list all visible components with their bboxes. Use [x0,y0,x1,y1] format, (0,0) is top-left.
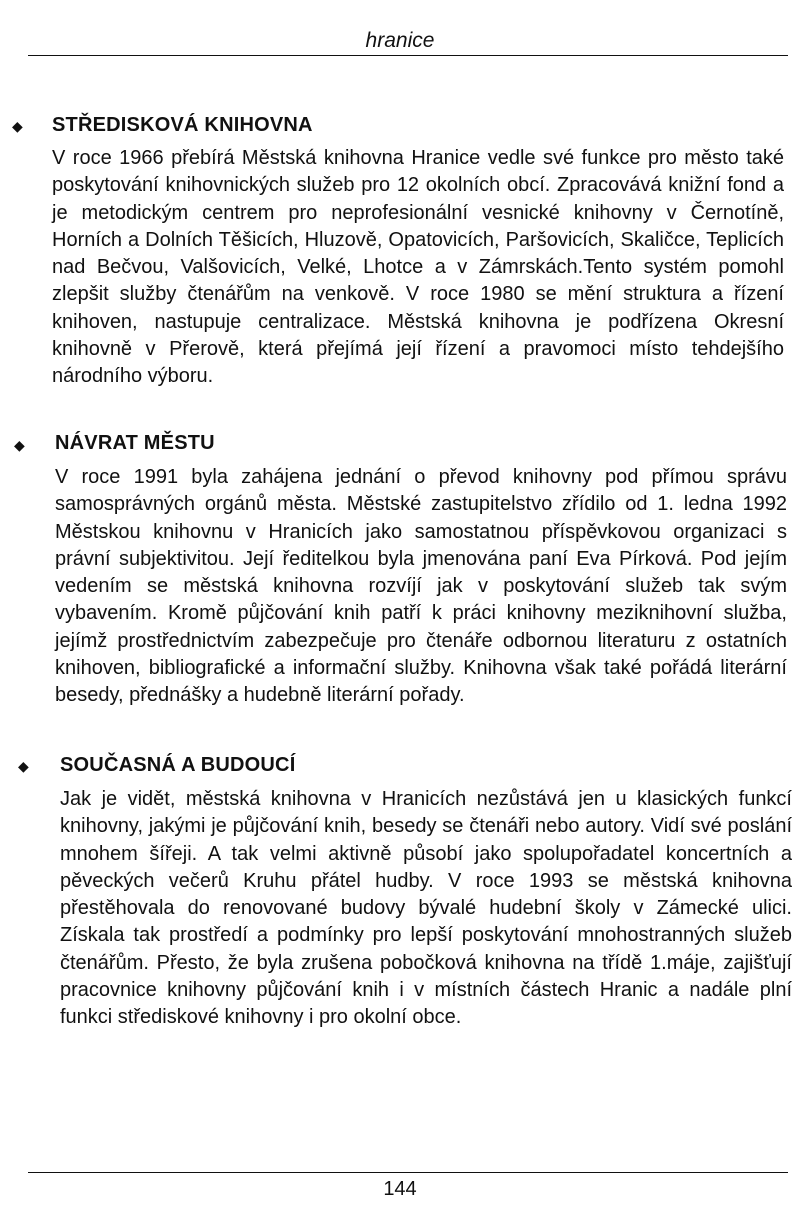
bullet-diamond-icon: ◆ [12,118,23,134]
page-number: 144 [383,1178,417,1200]
section-paragraph: Jak je vidět, městská knihovna v Hranicích nezůstává jen u klasických funkcí knihovny, jakými je půjčování knih, besedy se čtenáři nebo autory. Vidí své poslání mnohem šířeji. A tak velmi aktivně působí jako spolupořadatel koncertních a pěveckých večerů Kruhu přátel hudby. V roce 1993 se městská knihovna přestěhovala do renovované budovy bývalé hudební školy v Zámecké ulici. Získala tak prostředí a podmínky pro lepší poskytování mnohostranných služeb čtenářům. Přesto, že byla zrušena pobočková knihovna na třídě 1.máje, zajišťují pracovnice knihovny půjčování knih i v místních částech Hranic a nadále plní funkci střediskové knihovny i pro okolní obce. [60,788,792,1029]
section-heading: NÁVRAT MĚSTU [55,432,215,454]
section-heading: STŘEDISKOVÁ KNIHOVNA [52,114,313,136]
section-paragraph: V roce 1966 přebírá Městská knihovna Hranice vedle své funkce pro město také poskytování knihovnických služeb pro 12 okolních obcí. Zpracovává knižní fond a je metodickým centrem pro neprofesionální vesnické knihovny v Černotíně, Horních a Dolních Těšicích, Hluzově, Opatovicích, Paršovicích, Skaličce, Teplicích nad Bečvou, Valšovicích, Velké, Lhotce a v Zámrskách.Tento systém pomohl zlepšit služby čtenářům na venkově. V roce 1980 se mění struktura a řízení knihoven, nastupuje centralizace. Městská knihovna je podřízena Okresní knihovně v Přerově, která přejímá její řízení a pravomoci místo tehdejšího národního výboru. [52,147,784,388]
bullet-diamond-icon: ◆ [14,437,25,453]
page-header-title: hranice [365,29,435,52]
section-heading: SOUČASNÁ A BUDOUCÍ [60,754,296,776]
section-paragraph: V roce 1991 byla zahájena jednání o převod knihovny pod přímou správu samosprávných orgánů města. Městské zastupitelstvo zřídilo od 1. ledna 1992 Městskou knihovnu v Hranicích jako samostatnou příspěvkovou organizaci s právní subjektivitou. Její ředitelkou byla jmenována paní Eva Pírková. Pod jejím vedením se městská knihovna rozvíjí jak v poskytování služeb tak svým vybavením. Kromě půjčování knih patří k práci knihovny meziknihovní služba, jejímž prostřednictvím zabezpečuje pro čtenáře odbornou literaturu z ostatních knihoven, bibliografické a informační služby. Knihovna však také pořádá literární besedy, přednášky a hudebně literární pořady. [55,466,787,707]
footer-rule [28,1172,788,1173]
header-rule [28,55,788,56]
bullet-diamond-icon: ◆ [18,758,29,774]
